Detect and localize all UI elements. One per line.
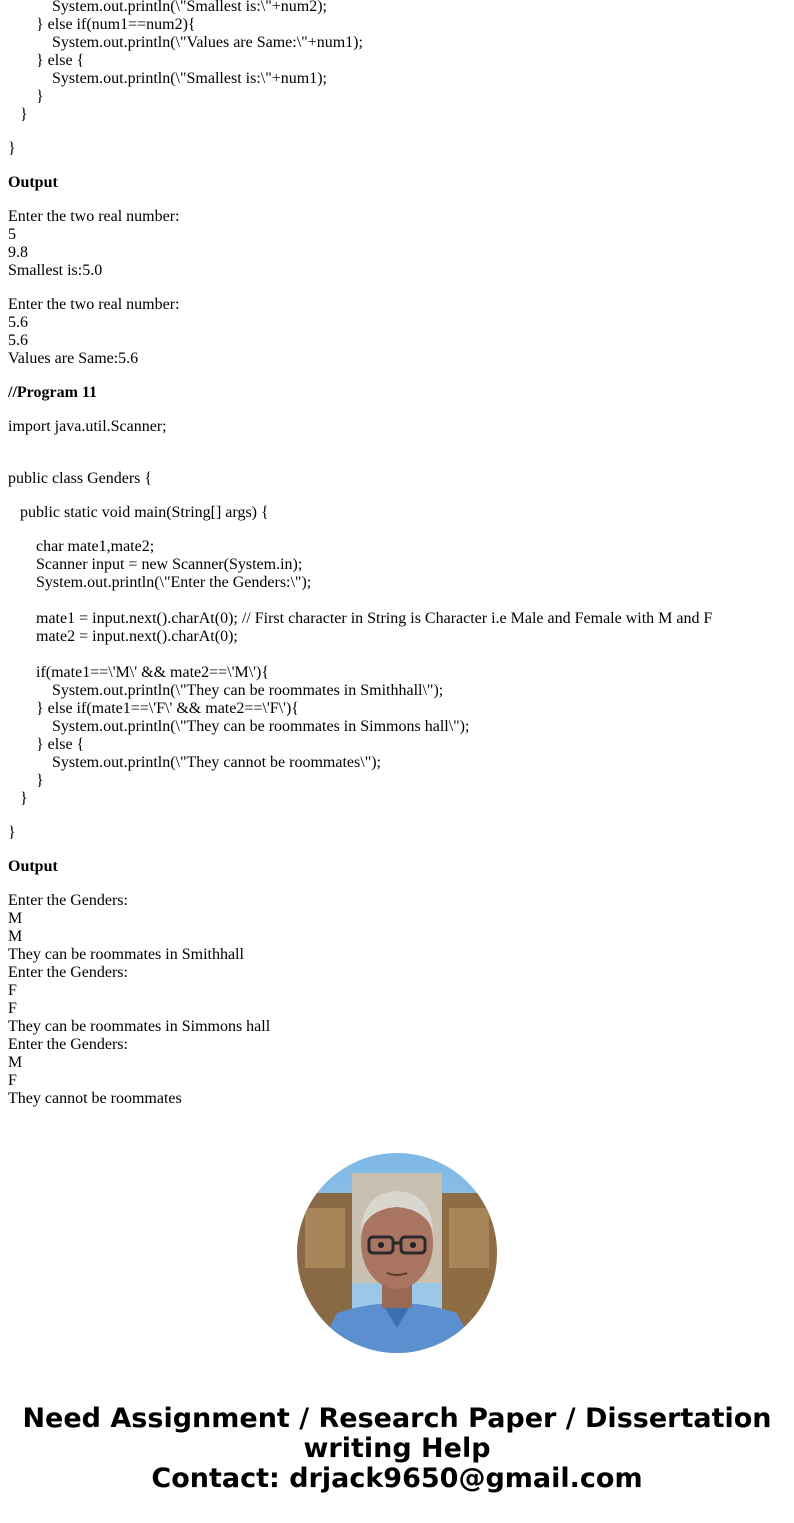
code-line: System.out.println(\"They cannot be roommates\");: [52, 754, 381, 771]
output-line: Enter the Genders:: [8, 1036, 128, 1053]
code-line: } else if(mate1==\'F\' && mate2==\'F\'){: [36, 700, 299, 717]
code-line: System.out.println(\"They can be roommates in Simmons hall\");: [52, 718, 470, 735]
output-line: They cannot be roommates: [8, 1090, 182, 1107]
output-line: F: [8, 1072, 17, 1089]
code-line: import java.util.Scanner;: [8, 418, 167, 435]
author-avatar: [297, 1153, 497, 1353]
output-line: Enter the two real number:: [8, 208, 180, 225]
output-line: Values are Same:5.6: [8, 350, 139, 367]
banner-line-2: writing Help: [303, 1433, 491, 1464]
avatar-illustration: [297, 1153, 497, 1353]
output-line: Enter the Genders:: [8, 964, 128, 981]
code-line: System.out.println(\"Smallest is:\"+num2);: [52, 0, 327, 15]
code-line: }: [8, 140, 16, 157]
output-line: 9.8: [8, 244, 28, 261]
code-line: mate2 = input.next().charAt(0);: [36, 628, 238, 645]
code-line: Scanner input = new Scanner(System.in);: [36, 556, 303, 573]
banner-contact: Contact: drjack9650@gmail.com: [151, 1463, 643, 1494]
output-line: F: [8, 982, 17, 999]
code-line: }: [36, 772, 44, 789]
output-line: 5.6: [8, 314, 28, 331]
output-line: M: [8, 928, 23, 945]
code-line: System.out.println(\"Enter the Genders:\");: [36, 574, 312, 591]
code-line: }: [20, 790, 28, 807]
code-line: public static void main(String[] args) {: [20, 504, 269, 521]
code-line: public class Genders {: [8, 470, 153, 487]
banner-line-1: Need Assignment / Research Paper / Dissertation: [22, 1403, 772, 1434]
output-line: Enter the Genders:: [8, 892, 128, 909]
output-line: Smallest is:5.0: [8, 262, 103, 279]
code-line: }: [8, 824, 16, 841]
output-line: M: [8, 1054, 23, 1071]
code-line: }: [20, 106, 28, 123]
code-line: }: [36, 88, 44, 105]
code-line: System.out.println(\"They can be roommates in Smithhall\");: [52, 682, 444, 699]
code-line: } else if(num1==num2){: [36, 16, 196, 33]
code-line: char mate1,mate2;: [36, 538, 155, 555]
output-heading: Output: [8, 858, 58, 875]
output-line: They can be roommates in Smithhall: [8, 946, 244, 963]
output-line: Enter the two real number:: [8, 296, 180, 313]
program-heading: //Program 11: [8, 384, 98, 401]
output-line: F: [8, 1000, 17, 1017]
code-line: System.out.println(\"Values are Same:\"+num1);: [52, 34, 363, 51]
output-line: 5.6: [8, 332, 28, 349]
output-line: M: [8, 910, 23, 927]
output-heading: Output: [8, 174, 58, 191]
output-line: They can be roommates in Simmons hall: [8, 1018, 271, 1035]
code-line: if(mate1==\'M\' && mate2==\'M\'){: [36, 664, 270, 681]
code-line: } else {: [36, 52, 85, 69]
output-line: 5: [8, 226, 16, 243]
code-line: mate1 = input.next().charAt(0); // First character in String is Character i.e Male and Female with M and F: [36, 610, 713, 627]
code-line: } else {: [36, 736, 85, 753]
code-line: System.out.println(\"Smallest is:\"+num1);: [52, 70, 327, 87]
